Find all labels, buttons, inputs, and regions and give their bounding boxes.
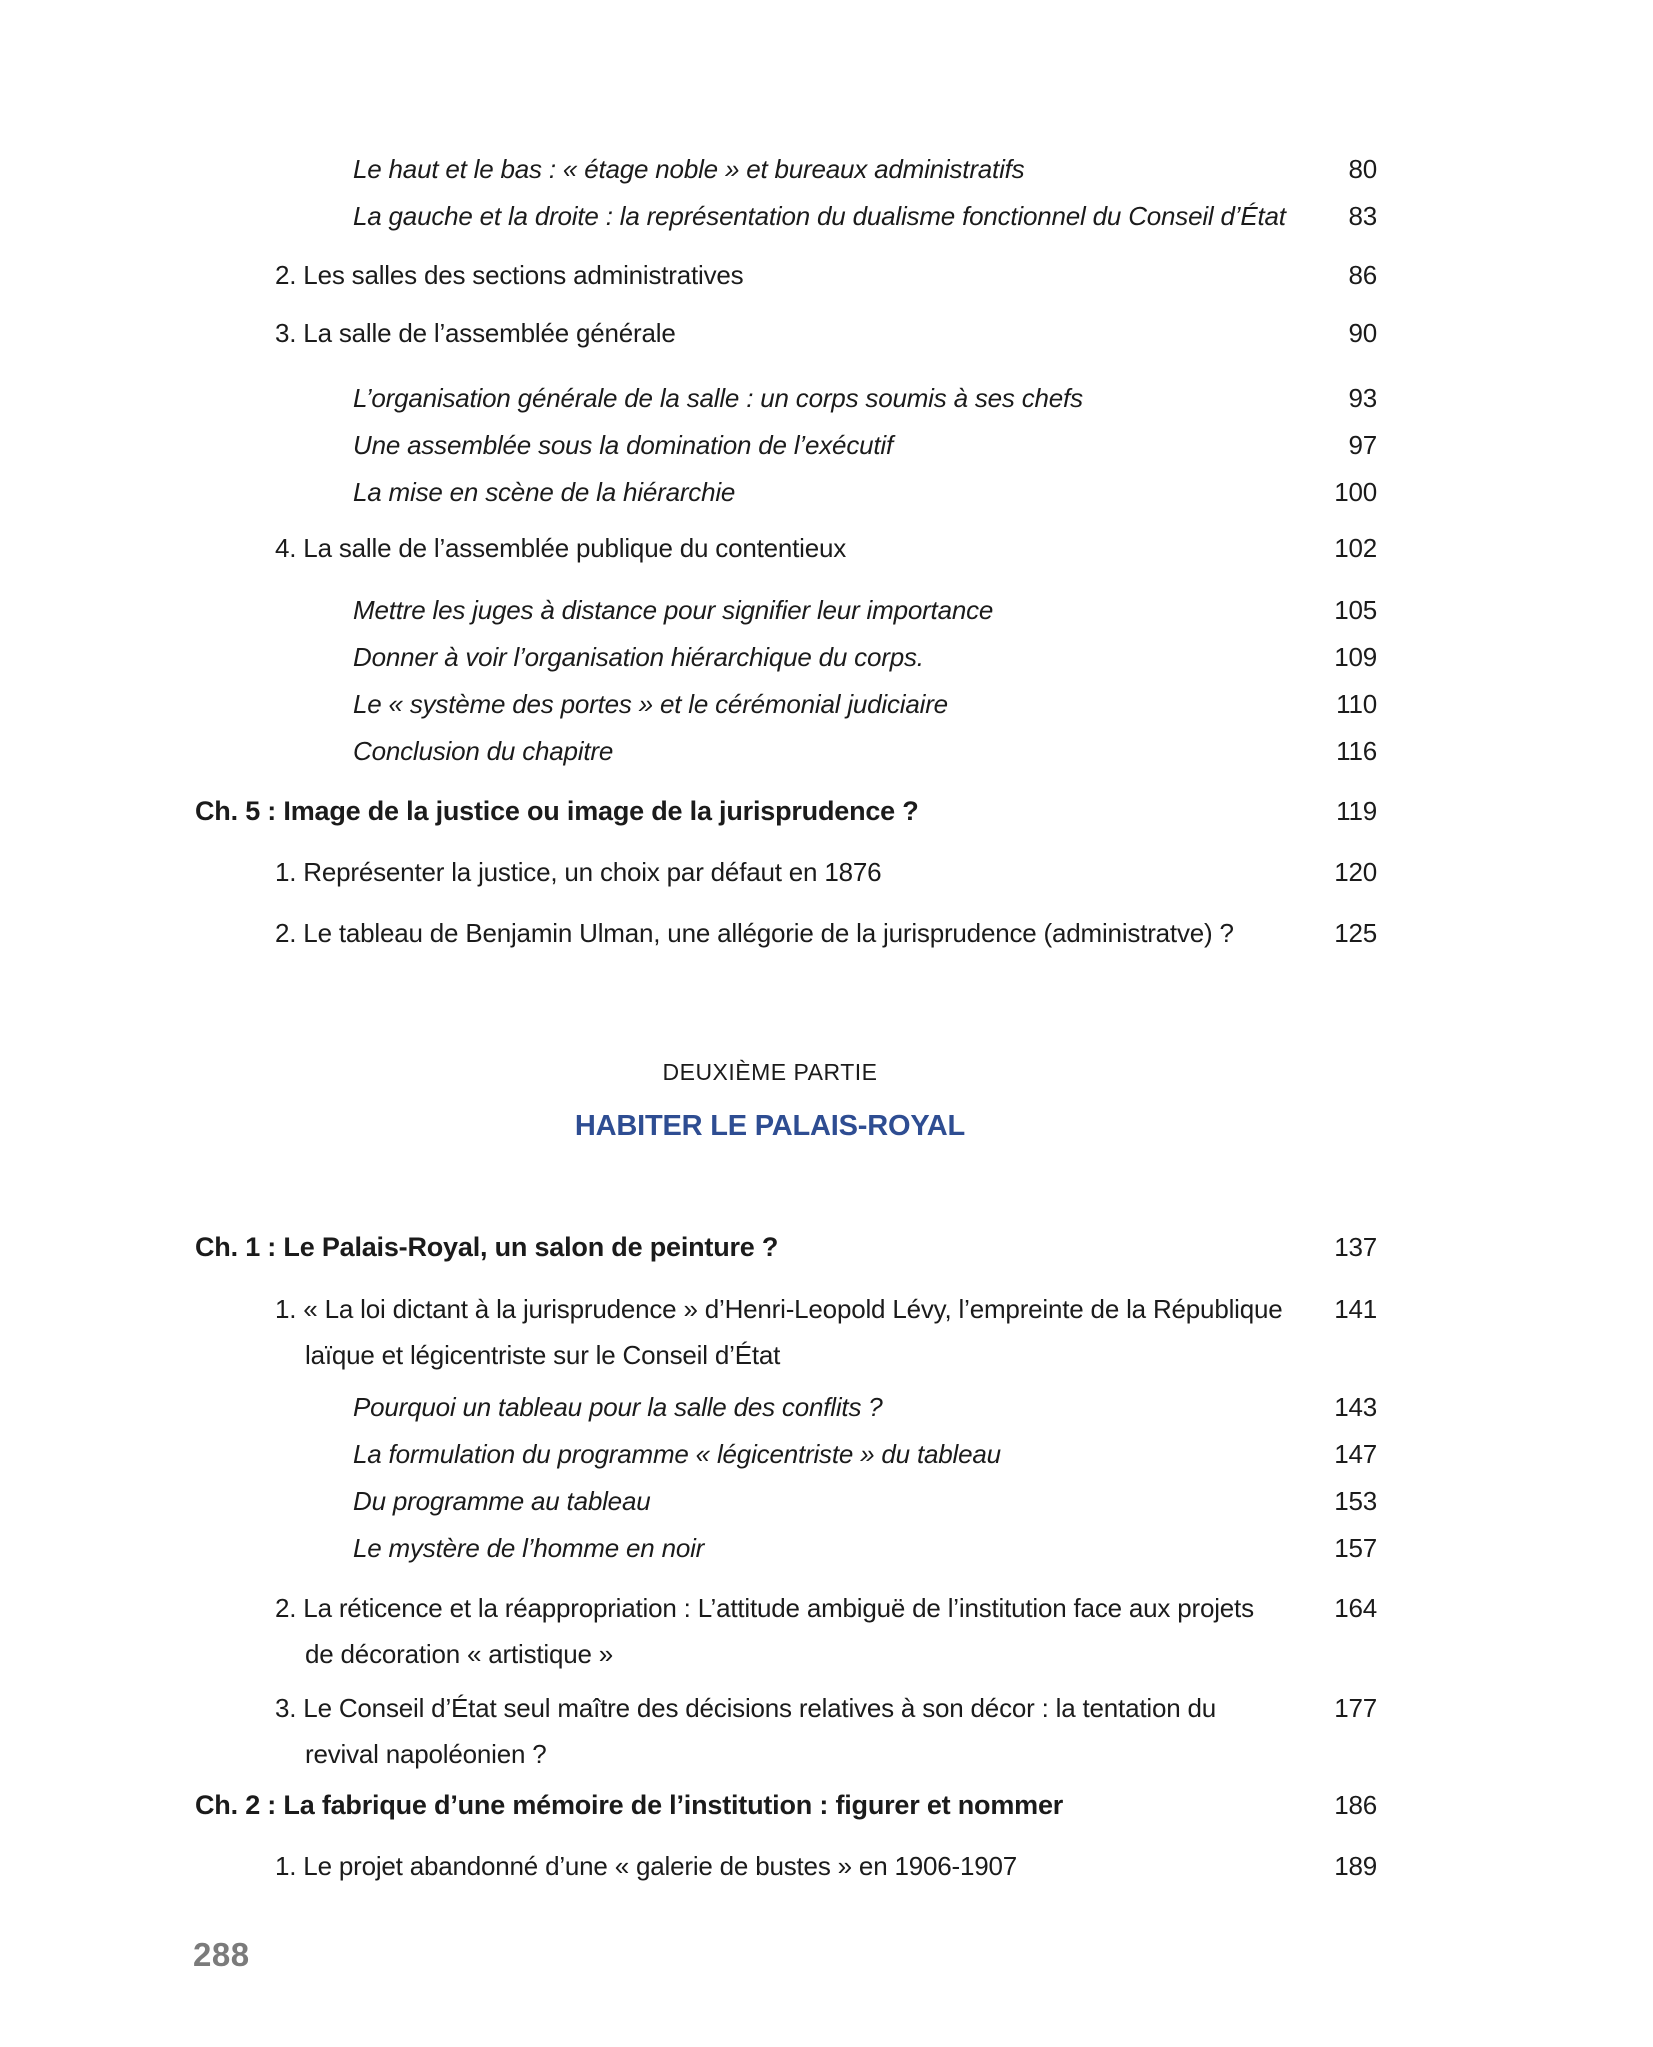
toc-entry-label: 1. Représenter la justice, un choix par défaut en 1876 — [275, 857, 882, 887]
toc-entry-page: 119 — [1336, 796, 1377, 826]
toc-entry-label: 2. La réticence et la réappropriation : L’attitude ambiguë de l’institution face aux projets de décoration « artistique » — [275, 1593, 1254, 1669]
toc-entry-label: Ch. 5 : Image de la justice ou image de la jurisprudence ? — [195, 796, 919, 826]
toc-entry — [195, 525, 1377, 572]
toc-entry-page: 153 — [1334, 1486, 1377, 1516]
toc-entry — [195, 193, 1377, 240]
table-of-contents — [195, 146, 1377, 1890]
toc-entry-label: Le haut et le bas : « étage noble » et bureaux administratifs — [353, 154, 1025, 184]
toc-entry — [195, 146, 1377, 193]
toc-entry-label: 1. « La loi dictant à la jurisprudence » d’Henri-Leopold Lévy, l’empreinte de la République laïque et légicentriste sur le Conseil d’État — [275, 1294, 1283, 1370]
toc-entry-label: Pourquoi un tableau pour la salle des conflits ? — [353, 1392, 883, 1422]
toc-entry-label: Le mystère de l’homme en noir — [353, 1533, 705, 1563]
toc-entry-page: 137 — [1334, 1232, 1377, 1262]
toc-entry-page: 102 — [1334, 533, 1377, 563]
toc-entry-page: 147 — [1334, 1439, 1377, 1469]
toc-entry-label: Conclusion du chapitre — [353, 736, 614, 766]
toc-entry-page: 80 — [1348, 154, 1377, 184]
toc-entry-page: 86 — [1348, 260, 1377, 290]
toc-entry-label: L’organisation générale de la salle : un corps soumis à ses chefs — [353, 383, 1083, 413]
toc-entry-label: Du programme au tableau — [353, 1486, 651, 1516]
toc-entry-page: 109 — [1334, 642, 1377, 672]
toc-entry-page: 110 — [1336, 689, 1377, 719]
toc-entry-page: 141 — [1334, 1294, 1377, 1324]
toc-entry — [195, 1585, 1377, 1677]
toc-entry — [195, 1431, 1377, 1478]
toc-entry — [195, 1384, 1377, 1431]
toc-entry-page: 83 — [1348, 201, 1377, 231]
toc-entry-page: 186 — [1334, 1790, 1377, 1820]
toc-entry-label: Le « système des portes » et le cérémonial judiciaire — [353, 689, 948, 719]
toc-entry — [195, 1685, 1377, 1777]
toc-entry-page: 93 — [1348, 383, 1377, 413]
toc-entry-label: 3. La salle de l’assemblée générale — [275, 318, 676, 348]
toc-entry-chapter — [195, 1782, 1377, 1829]
toc-entry-label: La mise en scène de la hiérarchie — [353, 477, 736, 507]
toc-entry-label: 3. Le Conseil d’État seul maître des décisions relatives à son décor : la tentation du revival napoléonien ? — [275, 1693, 1217, 1769]
toc-entry — [195, 728, 1377, 775]
toc-entry — [195, 1525, 1377, 1572]
toc-entry-page: 125 — [1334, 918, 1377, 948]
toc-entry — [195, 252, 1377, 299]
toc-entry-chapter — [195, 1224, 1377, 1271]
toc-entry-page: 116 — [1336, 736, 1377, 766]
toc-entry-label: 2. Le tableau de Benjamin Ulman, une allégorie de la jurisprudence (administratve) ? — [275, 918, 1234, 948]
folio-page-number: 288 — [193, 1936, 250, 1973]
toc-entry-page: 90 — [1348, 318, 1377, 348]
toc-entry — [195, 1478, 1377, 1525]
toc-entry-label: 4. La salle de l’assemblée publique du contentieux — [275, 533, 847, 563]
toc-entry-label: Ch. 1 : Le Palais-Royal, un salon de peinture ? — [195, 1232, 779, 1262]
toc-entry — [195, 910, 1377, 957]
toc-entry — [195, 469, 1377, 516]
toc-entry-label: Une assemblée sous la domination de l’exécutif — [353, 430, 893, 460]
toc-entry-page: 105 — [1334, 595, 1377, 625]
toc-entry-page: 189 — [1334, 1851, 1377, 1881]
toc-entry — [195, 587, 1377, 634]
toc-entry-label: Donner à voir l’organisation hiérarchique du corps. — [353, 642, 924, 672]
part-heading — [195, 1055, 1345, 1148]
toc-entry-label: Ch. 2 : La fabrique d’une mémoire de l’institution : figurer et nommer — [195, 1790, 1064, 1820]
toc-entry — [195, 375, 1377, 422]
toc-entry — [195, 681, 1377, 728]
toc-entry-label: La formulation du programme « légicentriste » du tableau — [353, 1439, 1001, 1469]
part-title: HABITER LE PALAIS-ROYAL — [574, 1110, 966, 1142]
toc-entry-page: 177 — [1334, 1693, 1377, 1723]
toc-entry — [195, 310, 1377, 357]
toc-entry-page: 100 — [1334, 477, 1377, 507]
toc-entry-page: 97 — [1348, 430, 1377, 460]
toc-entry-page: 143 — [1334, 1392, 1377, 1422]
toc-entry-label: 1. Le projet abandonné d’une « galerie de bustes » en 1906-1907 — [275, 1851, 1018, 1881]
toc-entry — [195, 634, 1377, 681]
toc-entry-label: 2. Les salles des sections administratives — [275, 260, 744, 290]
toc-entry — [195, 849, 1377, 896]
toc-entry-label: Mettre les juges à distance pour signifier leur importance — [353, 595, 994, 625]
part-kicker: DEUXIÈME PARTIE — [662, 1059, 878, 1085]
toc-entry — [195, 422, 1377, 469]
toc-entry-page: 164 — [1334, 1593, 1377, 1623]
toc-entry — [195, 1843, 1377, 1890]
toc-entry-page: 120 — [1334, 857, 1377, 887]
toc-entry-chapter — [195, 788, 1377, 835]
toc-entry-page: 157 — [1334, 1533, 1377, 1563]
toc-entry — [195, 1286, 1377, 1378]
toc-entry-label: La gauche et la droite : la représentation du dualisme fonctionnel du Conseil d’État — [353, 201, 1286, 231]
